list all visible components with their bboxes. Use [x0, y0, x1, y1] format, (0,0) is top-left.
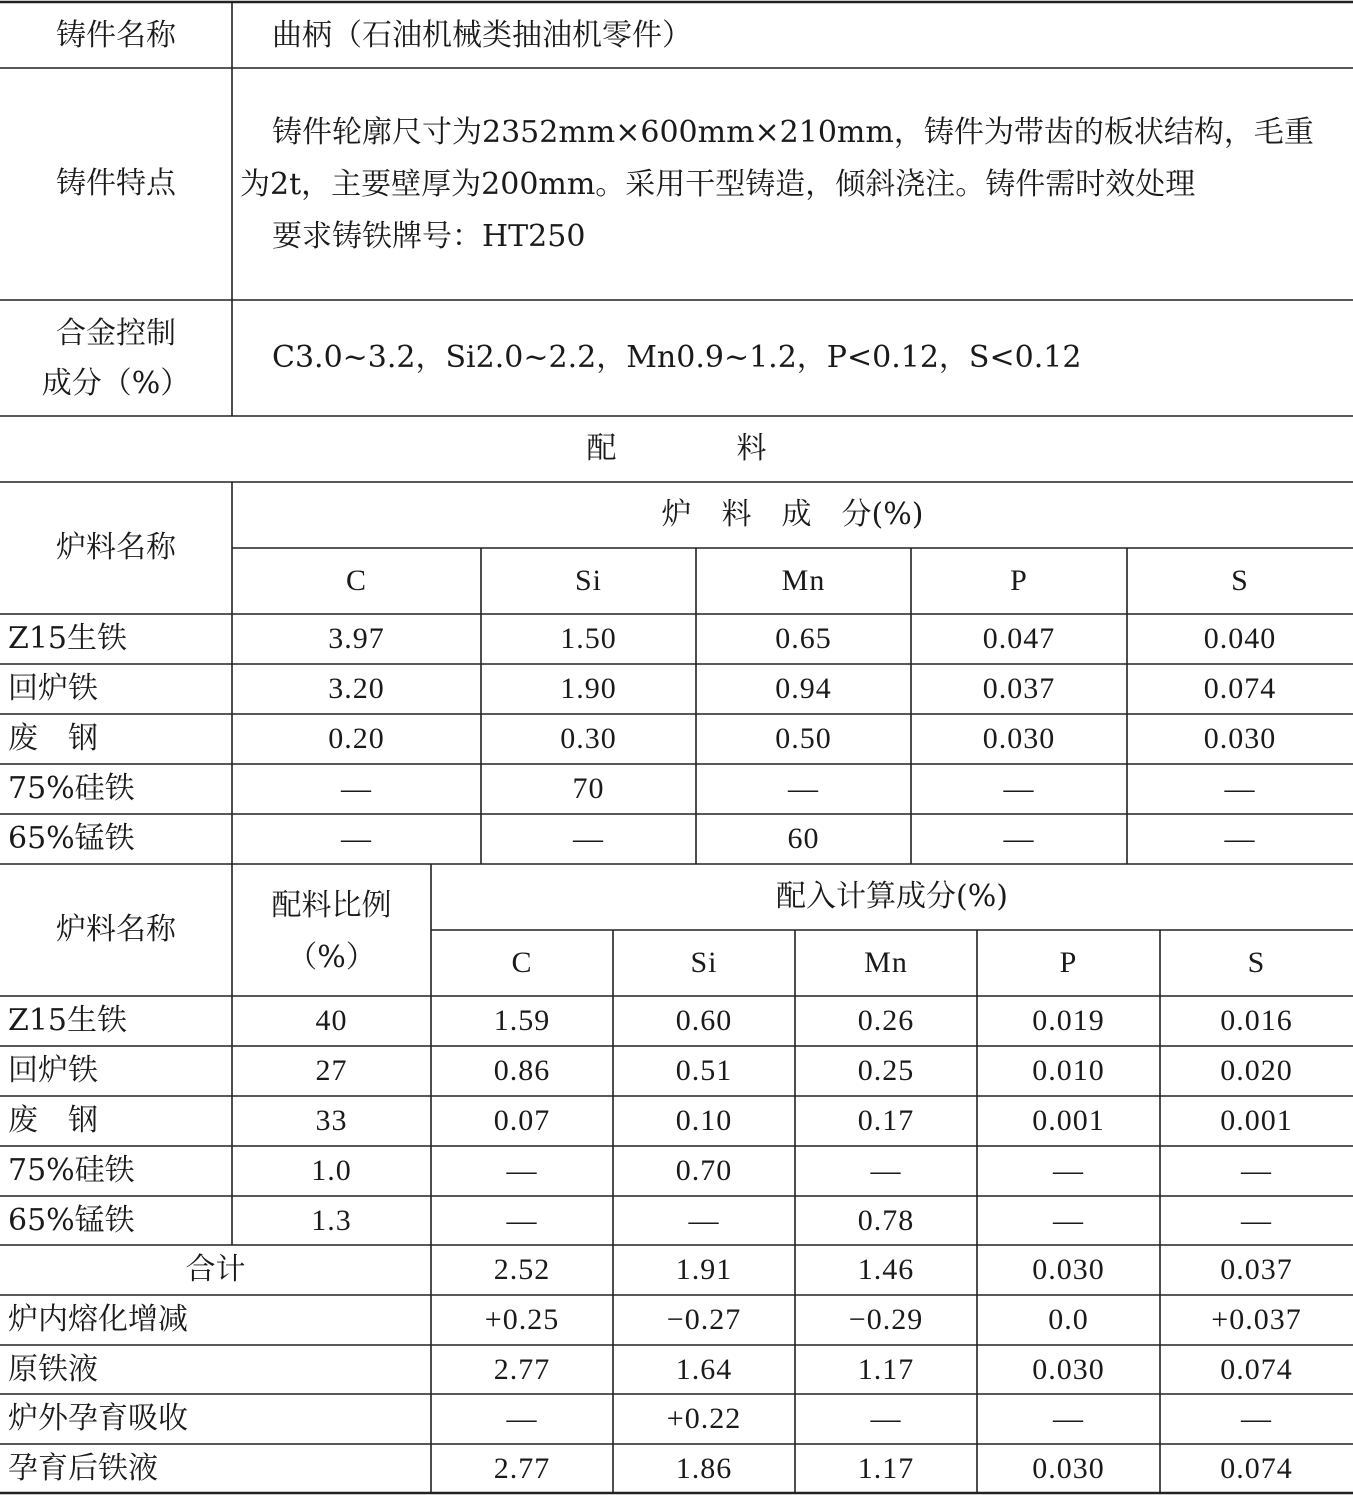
summary-row-value: 2.77 [493, 1451, 551, 1485]
casting-feature-line2: 为2t，主要壁厚为200mm。采用干型铸造，倾斜浇注。铸件需时效处理 [240, 167, 1196, 202]
summary-row-value: 0.037 [1220, 1253, 1293, 1286]
casting-name-label: 铸件名称 [56, 18, 176, 53]
charge-row-value: 3.97 [328, 622, 385, 655]
casting-name-value: 曲柄（石油机械类抽油机零件） [272, 18, 692, 53]
charge-row-value: — [1224, 822, 1256, 855]
calc-row-value: — [1053, 1154, 1084, 1187]
summary-row-name: 合计 [185, 1252, 246, 1287]
calc-row-name: 75%硅铁 [8, 1153, 135, 1188]
calc-row-value: — [506, 1204, 538, 1237]
charge-row-value: 0.040 [1203, 622, 1277, 655]
casting-feature-line1: 铸件轮廓尺寸为2352mm×600mm×210mm，铸件为带齿的板状结构，毛重 [272, 115, 1314, 150]
charge-row-value: 0.65 [775, 622, 832, 655]
casting-feature-label: 铸件特点 [56, 166, 176, 201]
charge-row-value: — [1003, 822, 1035, 855]
summary-row-value: 2.77 [493, 1352, 551, 1386]
calc-row-value: — [1241, 1204, 1272, 1237]
summary-row-name: 炉内熔化增减 [8, 1302, 188, 1337]
calc-row-value: 0.70 [675, 1154, 733, 1187]
charge-row-name: 75%硅铁 [8, 771, 135, 806]
summary-row-value: 0.0 [1048, 1303, 1089, 1336]
calc-row-ratio: 40 [315, 1004, 348, 1037]
summary-row-value: — [1241, 1402, 1272, 1435]
charge-row-value: 0.074 [1203, 672, 1277, 705]
charge-row-value: 70 [572, 772, 605, 805]
summary-row-value: 0.074 [1220, 1352, 1293, 1386]
batching-title: 配 料 [586, 431, 767, 466]
calc-col-s: S [1247, 946, 1266, 979]
summary-row-value: 0.030 [1032, 1253, 1105, 1286]
summary-row-value: 1.46 [857, 1253, 915, 1286]
calc-row-ratio: 1.0 [311, 1154, 352, 1187]
summary-row-value: −0.27 [666, 1303, 742, 1336]
calc-row-value: 0.25 [857, 1054, 915, 1087]
charge-col-mn: Mn [781, 564, 826, 597]
calc-row-name: 65%锰铁 [8, 1203, 135, 1238]
summary-row-value: +0.22 [666, 1402, 742, 1435]
calc-ratio-header-line2: （%） [287, 940, 376, 975]
charge-row-name: 回炉铁 [8, 671, 98, 706]
calc-row-value: 1.59 [493, 1004, 551, 1037]
charge-row-name: 废 钢 [8, 721, 98, 756]
casting-feature-line3: 要求铸铁牌号：HT250 [272, 219, 586, 254]
charge-row-value: 0.030 [1203, 722, 1277, 755]
alloy-value: C3.0~3.2，Si2.0~2.2，Mn0.9~1.2，P<0.12，S<0.12 [272, 340, 1082, 375]
alloy-label-line1: 合金控制 [56, 316, 176, 351]
calc-row-value: 0.51 [675, 1054, 733, 1087]
calc-row-value: — [1241, 1154, 1272, 1187]
calc-row-value: 0.001 [1220, 1104, 1293, 1137]
calc-row-value: — [506, 1154, 538, 1187]
summary-row-value: 0.030 [1032, 1451, 1105, 1485]
charge-row-value: 0.030 [982, 722, 1056, 755]
summary-row-value: 1.64 [675, 1352, 733, 1386]
summary-row-value: 1.17 [857, 1451, 915, 1485]
charge-name-header: 炉料名称 [56, 530, 176, 565]
calc-row-value: 0.016 [1220, 1004, 1293, 1037]
calc-col-si: Si [690, 946, 718, 979]
calc-row-value: 0.17 [857, 1104, 915, 1137]
charge-row-value: 1.90 [560, 672, 617, 705]
calc-row-value: 0.019 [1032, 1004, 1105, 1037]
charge-col-si: Si [574, 564, 603, 597]
charge-col-s: S [1231, 564, 1249, 597]
charge-row-value: — [341, 772, 372, 805]
charge-col-c: C [345, 564, 367, 597]
charge-row-value: — [1003, 772, 1035, 805]
summary-row-name: 炉外孕育吸收 [8, 1401, 188, 1436]
calc-row-value: 0.001 [1032, 1104, 1105, 1137]
summary-row-value: — [1053, 1402, 1084, 1435]
charge-row-value: 0.30 [560, 722, 617, 755]
charge-row-value: — [573, 822, 604, 855]
calc-ratio-header-line1: 配料比例 [271, 888, 392, 923]
calc-row-value: — [688, 1204, 720, 1237]
charge-row-value: 0.20 [328, 722, 385, 755]
charge-comp-header: 炉 料 成 分(%) [661, 497, 924, 532]
summary-row-name: 原铁液 [8, 1351, 98, 1387]
summary-row-value: 1.86 [675, 1451, 733, 1485]
charge-col-p: P [1010, 564, 1028, 597]
charge-row-value: 0.037 [982, 672, 1056, 705]
summary-row-value: +0.25 [484, 1303, 560, 1336]
summary-row-name: 孕育后铁液 [8, 1450, 158, 1486]
charge-row-name: 65%锰铁 [8, 821, 135, 856]
charge-row-value: 60 [787, 822, 820, 855]
calc-row-value: 0.020 [1220, 1054, 1293, 1087]
calc-row-value: — [1053, 1204, 1084, 1237]
charge-row-value: 3.20 [328, 672, 385, 705]
charge-row-value: 0.94 [775, 672, 832, 705]
calc-comp-header: 配入计算成分(%) [776, 879, 1008, 914]
charge-row-name: Z15生铁 [8, 621, 128, 656]
calc-row-name: Z15生铁 [8, 1003, 128, 1038]
calc-row-value: 0.10 [675, 1104, 733, 1137]
calc-row-ratio: 33 [315, 1104, 348, 1137]
charge-row-value: — [341, 822, 372, 855]
calc-col-p: P [1059, 946, 1078, 979]
charge-row-value: 0.50 [775, 722, 832, 755]
charge-row-value: — [1224, 772, 1256, 805]
calc-row-value: 0.010 [1032, 1054, 1105, 1087]
charge-row-value: 0.047 [982, 622, 1056, 655]
calc-row-value: — [870, 1154, 902, 1187]
summary-row-value: — [870, 1402, 902, 1435]
summary-row-value: +0.037 [1211, 1303, 1302, 1336]
summary-row-value: 1.17 [857, 1352, 915, 1386]
summary-row-value: 0.074 [1220, 1451, 1293, 1485]
charge-row-value: — [788, 772, 819, 805]
calc-row-value: 0.60 [675, 1004, 733, 1037]
summary-row-value: 1.91 [675, 1253, 733, 1286]
charge-row-value: 1.50 [560, 622, 617, 655]
calc-row-ratio: 1.3 [311, 1204, 352, 1237]
alloy-label-line2: 成分（%） [41, 366, 191, 401]
calc-name-header: 炉料名称 [56, 912, 176, 947]
calc-col-c: C [511, 946, 533, 979]
summary-row-value: — [506, 1402, 538, 1435]
calc-row-name: 回炉铁 [8, 1053, 98, 1088]
calc-row-value: 0.86 [493, 1054, 551, 1087]
calc-row-value: 0.07 [493, 1104, 551, 1137]
summary-row-value: −0.29 [848, 1303, 924, 1336]
calc-row-value: 0.26 [857, 1004, 915, 1037]
calc-row-name: 废 钢 [8, 1103, 98, 1138]
calc-row-ratio: 27 [315, 1054, 348, 1087]
summary-row-value: 2.52 [493, 1253, 551, 1286]
summary-row-value: 0.030 [1032, 1352, 1105, 1386]
calc-col-mn: Mn [864, 946, 908, 979]
calc-row-value: 0.78 [857, 1204, 915, 1237]
